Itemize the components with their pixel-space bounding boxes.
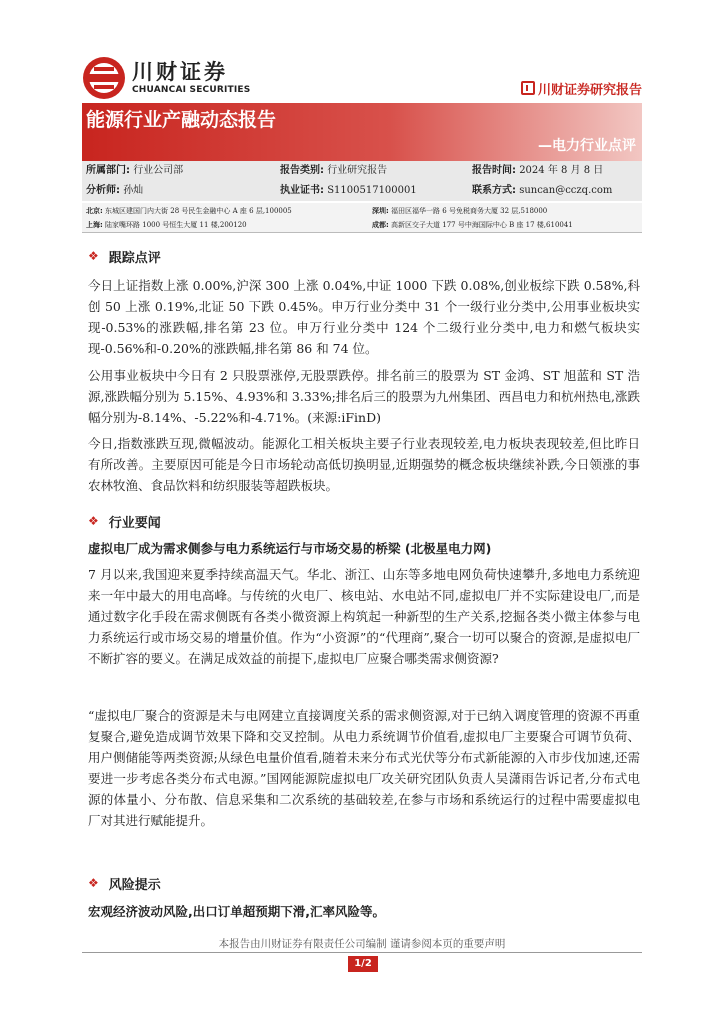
logo-chinese-name: 川财证券 xyxy=(132,60,228,84)
report-title: 能源行业产融动态报告 xyxy=(86,109,277,131)
meta-row xyxy=(82,181,642,201)
report-subtitle: —电力行业点评 xyxy=(538,138,636,154)
report-time-label: 报告时间: xyxy=(472,165,516,176)
department-value: 行业公司部 xyxy=(133,165,184,176)
office-addresses xyxy=(82,203,642,233)
chengdu-text: 高新区交子大道 177 号中海国际中心 B 座 17 楼,610041 xyxy=(391,221,573,229)
section-title: 行业要闻 xyxy=(108,515,161,531)
diamond-bullet-icon: ❖ xyxy=(88,514,99,528)
diamond-bullet-icon: ❖ xyxy=(88,249,99,263)
report-time-cell xyxy=(472,161,603,181)
shanghai-label: 上海: xyxy=(86,221,103,229)
address-row xyxy=(82,218,642,232)
page-number: 1/2 xyxy=(348,956,378,972)
chuancai-logo-icon xyxy=(82,56,126,100)
title-banner xyxy=(82,103,642,161)
beijing-address xyxy=(86,204,292,218)
shenzhen-text: 福田区福华一路 6 号免税商务大厦 32 层,518000 xyxy=(391,207,548,215)
diamond-bullet-icon: ❖ xyxy=(88,876,99,890)
certificate-cell xyxy=(280,181,417,201)
tracking-paragraph-3: 今日,指数涨跌互现,微幅波动。能源化工相关板块主要子行业表现较差,电力板块表现较差,但比昨日有所改善。主要原因可能是今日市场轮动高低切换明显,近期强势的概念板块继续补跌,今日领涨的事农林牧渔、食品饮料和纺织服装等超跌板块。 xyxy=(88,436,640,493)
address-row xyxy=(82,204,642,218)
section-heading-news xyxy=(88,511,161,531)
tracking-paragraph-1: 今日上证指数上涨 0.00%,沪深 300 上涨 0.04%,中证 1000 下跌 0.08%,创业板综下跌 0.58%,科创 50 上涨 0.19%,北证 50 下跌 0.45%。申万行业分类中 31 个一级行业分类中,公用事业板块实现-0.53%的涨跌幅,排名第 23 位。申万行业分类中 124 个二级行业分类中,电力和燃气板块实现-0.56%和-0.20%的涨跌幅,排名第 86 和 74 位。 xyxy=(88,278,640,356)
risk-text: 宏观经济波动风险,出口订单超预期下滑,汇率风险等。 xyxy=(88,904,385,919)
report-type-value: 行业研究报告 xyxy=(327,165,388,176)
analyst-value: 孙灿 xyxy=(123,185,144,196)
department-label: 所属部门: xyxy=(86,165,130,176)
section-heading-tracking xyxy=(88,246,161,266)
beijing-text: 东城区建国门内大街 28 号民生金融中心 A 座 6 层,100005 xyxy=(105,207,292,215)
chengdu-address xyxy=(372,218,573,232)
shanghai-text: 陆家嘴环路 1000 号恒生大厦 11 楼,200120 xyxy=(105,221,247,229)
meta-row xyxy=(82,161,642,181)
footer-disclaimer: 本报告由川财证券有限责任公司编制 谨请参阅本页的重要声明 xyxy=(218,938,506,950)
analyst-label: 分析师: xyxy=(86,185,120,196)
tracking-paragraph-2: 公用事业板块中今日有 2 只股票涨停,无股票跌停。排名前三的股票为 ST 金鸿、ST 旭蓝和 ST 浩源,涨跌幅分别为 5.15%、4.93%和 3.33%;排名后三的股票为九州集团、西昌电力和杭州热电,涨跌幅分别为-8.14%、-5.22%和-4.71%。(来源:iFinD) xyxy=(88,368,640,425)
section-title: 风险提示 xyxy=(108,877,161,893)
logo-english-name: CHUANCAI SECURITIES xyxy=(132,85,251,95)
footer-divider xyxy=(82,952,642,953)
report-type-label: 报告类别: xyxy=(280,165,324,176)
news-paragraph-1: 7 月以来,我国迎来夏季持续高温天气。华北、浙江、山东等多地电网负荷快速攀升,多地电力系统迎来一年中最大的用电高峰。与传统的火电厂、核电站、水电站不同,虚拟电厂并不实际建设电厂,而是通过数字化手段在需求侧既有各类小微资源上构筑起一种新型的生产关系,挖掘各类小微主体参与电力系统运行或市场交易的增量价值。作为“小资源”的“代理商”,聚合一切可以聚合的资源,是虚拟电厂不断扩容的要义。在满足成效益的前提下,虚拟电厂应聚合哪类需求侧资源? xyxy=(88,567,640,666)
report-type-tag xyxy=(521,78,642,98)
section-heading-risk xyxy=(88,873,161,893)
report-meta-table xyxy=(82,161,642,201)
chengdu-label: 成都: xyxy=(372,221,389,229)
contact-label: 联系方式: xyxy=(472,185,516,196)
report-time-value: 2024 年 8 月 8 日 xyxy=(519,165,604,176)
report-tag-text: 川财证券研究报告 xyxy=(537,82,642,98)
news-headline: 虚拟电厂成为需求侧参与电力系统运行与市场交易的桥梁 (北极星电力网) xyxy=(88,541,492,556)
certificate-label: 执业证书: xyxy=(280,185,324,196)
contact-cell xyxy=(472,181,612,201)
beijing-label: 北京: xyxy=(86,207,103,215)
department-cell xyxy=(86,161,183,181)
contact-value[interactable]: suncan@cczq.com xyxy=(519,185,613,196)
report-type-cell xyxy=(280,161,387,181)
shenzhen-label: 深圳: xyxy=(372,207,389,215)
shanghai-address xyxy=(86,218,247,232)
shenzhen-address xyxy=(372,204,547,218)
brand-logo xyxy=(82,56,250,100)
report-tag-icon xyxy=(521,81,535,95)
certificate-value: S1100517100001 xyxy=(327,185,417,196)
analyst-cell xyxy=(86,181,143,201)
news-paragraph-2: “虚拟电厂聚合的资源是未与电网建立直接调度关系的需求侧资源,对于已纳入调度管理的资源不再重复聚合,避免造成调节效果下降和交叉控制。从电力系统调节价值看,虚拟电厂主要聚合可调节负荷、用户侧储能等两类资源;从绿色电量价值看,随着未来分布式光伏等分布式新能源的入市步伐加速,还需要进一步考虑各类分布式电源。”国网能源院虚拟电厂攻关研究团队负责人吴潇雨告诉记者,分布式电源的体量小、分布散、信息采集和二次系统的基础较差,在参与市场和系统运行的过程中需要虚拟电厂对其进行赋能提升。 xyxy=(88,708,640,828)
section-title: 跟踪点评 xyxy=(108,250,161,266)
